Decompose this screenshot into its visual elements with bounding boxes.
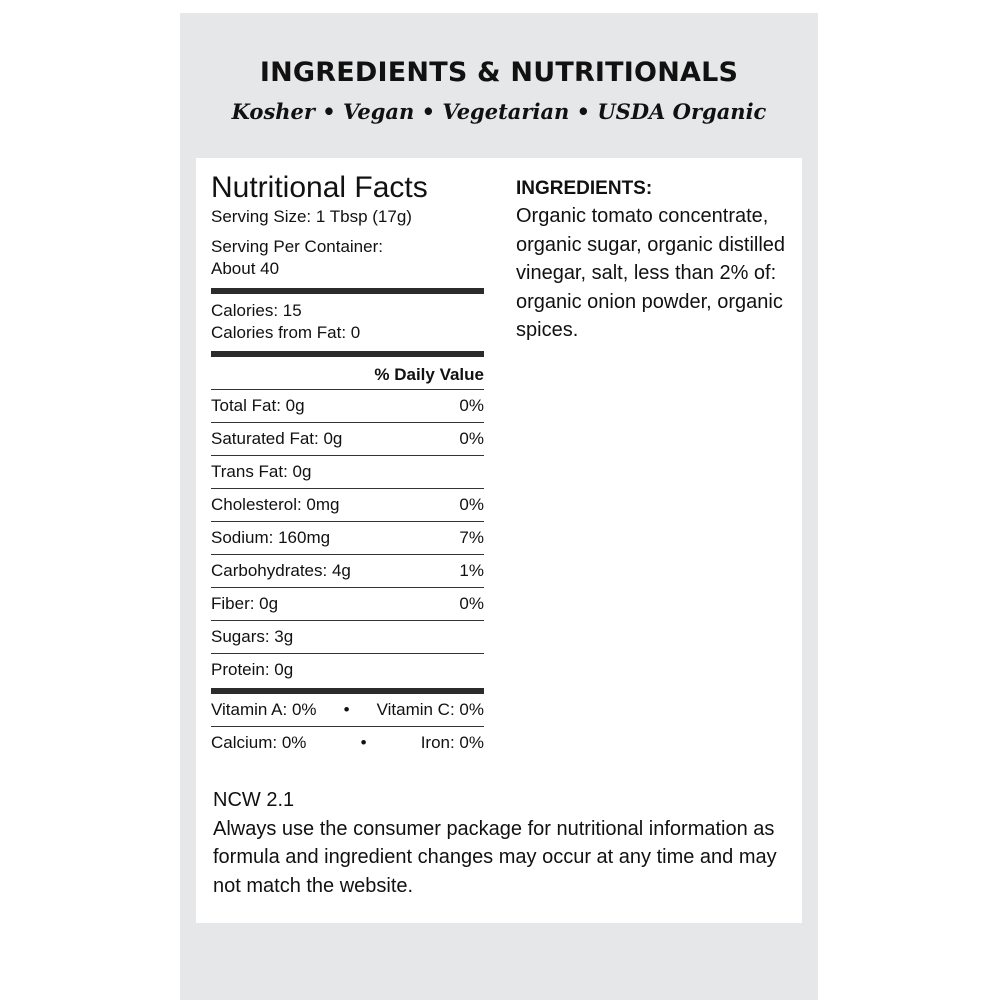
product-code: NCW 2.1 <box>213 789 295 811</box>
calcium: Calcium: 0% <box>211 733 307 752</box>
nutrient-label: Fiber: 0g <box>211 594 279 613</box>
nutrient-row <box>211 588 484 621</box>
calories: Calories: 15 <box>211 301 302 320</box>
nutrient-row <box>211 456 484 489</box>
ingredients-section <box>516 176 786 345</box>
page-title: INGREDIENTS & NUTRITIONALS <box>259 57 739 88</box>
daily-value-header: % Daily Value <box>211 363 484 390</box>
label-panel <box>180 13 818 1000</box>
nutrient-dv: 1% <box>459 561 484 580</box>
nutrient-row <box>211 654 484 686</box>
nutrient-label: Protein: 0g <box>211 660 294 679</box>
nutrient-row <box>211 555 484 588</box>
nutrition-facts <box>211 170 484 759</box>
serving-per-label: Serving Per Container: <box>211 237 383 256</box>
nutrient-dv: 0% <box>459 594 484 613</box>
calories-from-fat: Calories from Fat: 0 <box>211 323 361 342</box>
nutrient-row <box>211 621 484 654</box>
nutrition-title: Nutritional Facts <box>211 171 428 204</box>
disclaimer: Always use the consumer package for nutritional information as formula and ingredient changes may occur at any time and may not match the website. <box>213 817 777 897</box>
thick-divider <box>211 288 484 294</box>
nutrient-dv: 0% <box>459 495 484 514</box>
nutrient-dv: 0% <box>459 429 484 448</box>
nutrient-label: Trans Fat: 0g <box>211 462 312 481</box>
nutrient-label: Total Fat: 0g <box>211 396 305 415</box>
ingredients-text: Organic tomato concentrate, organic sugar, organic distilled vinegar, salt, less than 2% of: organic onion powder, organic spices. <box>516 205 786 341</box>
vitamin-c: Vitamin C: 0% <box>376 700 484 719</box>
bullet-separator: • <box>360 733 367 752</box>
nutrient-row <box>211 423 484 456</box>
nutrient-label: Saturated Fat: 0g <box>211 429 343 448</box>
thick-divider <box>211 351 484 357</box>
nutrient-row <box>211 489 484 522</box>
nutrient-dv: 7% <box>459 528 484 547</box>
vitamin-row <box>211 694 484 727</box>
bullet-separator: • <box>343 700 350 719</box>
nutrient-row <box>211 390 484 423</box>
nutrient-dv: 0% <box>459 396 484 415</box>
nutrient-label: Cholesterol: 0mg <box>211 495 340 514</box>
iron: Iron: 0% <box>420 733 484 752</box>
serving-size: Serving Size: 1 Tbsp (17g) <box>211 207 412 226</box>
content-card <box>196 158 802 923</box>
footer <box>213 786 793 900</box>
vitamin-a: Vitamin A: 0% <box>211 700 317 719</box>
nutrient-label: Sugars: 3g <box>211 627 294 646</box>
nutrient-label: Sodium: 160mg <box>211 528 331 547</box>
nutrient-label: Carbohydrates: 4g <box>211 561 351 580</box>
ingredients-title: INGREDIENTS: <box>516 178 653 199</box>
mineral-row <box>211 727 484 759</box>
nutrient-row <box>211 522 484 555</box>
serving-per-value: About 40 <box>211 259 280 278</box>
certifications-tagline: Kosher • Vegan • Vegetarian • USDA Organic <box>231 99 767 124</box>
